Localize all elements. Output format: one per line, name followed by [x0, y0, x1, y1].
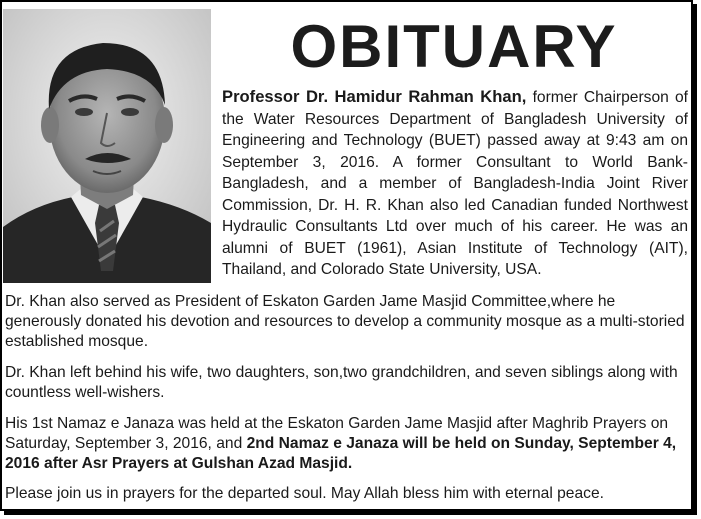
janaza-bold-text: 2nd Namaz e Janaza will be held on Sunday, September 4, 2016 after Asr Prayers at Gulshan Azad Masjid.: [5, 435, 677, 472]
janaza-plain-text: His 1st Namaz e Janaza was held at the Eskaton Garden Jame Masjid after Maghrib Prayers on Saturday, September 3, 2016, and: [5, 415, 669, 452]
frame-shadow-bottom: [4, 511, 697, 515]
family-paragraph: Dr. Khan left behind his wife, two daughters, son,two grandchildren, and seven siblings along with countless well-wishers.: [5, 364, 678, 401]
obituary-title: OBITUARY: [290, 13, 618, 80]
janaza-paragraph: [5, 414, 689, 474]
intro-paragraph: [222, 86, 688, 281]
closing-paragraph: Please join us in prayers for the departed soul. May Allah bless him with eternal peace.: [5, 485, 604, 502]
eskaton-paragraph: Dr. Khan also served as President of Eskaton Garden Jame Masjid Committee,where he generously donated his devotion and resources to develop a community mosque as a multi-storied established mosque.: [5, 293, 685, 350]
frame-shadow-right: [693, 4, 697, 515]
deceased-name: Professor Dr. Hamidur Rahman Khan,: [222, 87, 527, 106]
intro-text: former Chairperson of the Water Resources Department of Bangladesh University of Engineering and Technology (BUET) passed away at 9:43 am on September 3, 2016. A former Consultant to World Bank-Bangladesh, and a member of Bangladesh-India Joint River Commission, Dr. H. R. Khan also led Canadian funded Northwest Hydraulic Consultants Ltd over much of his career. He was an alumni of BUET (1961), Asian Institute of Technology (AIT), Thailand, and Colorado State University, USA.: [222, 89, 688, 278]
portrait-photo: [3, 9, 211, 283]
